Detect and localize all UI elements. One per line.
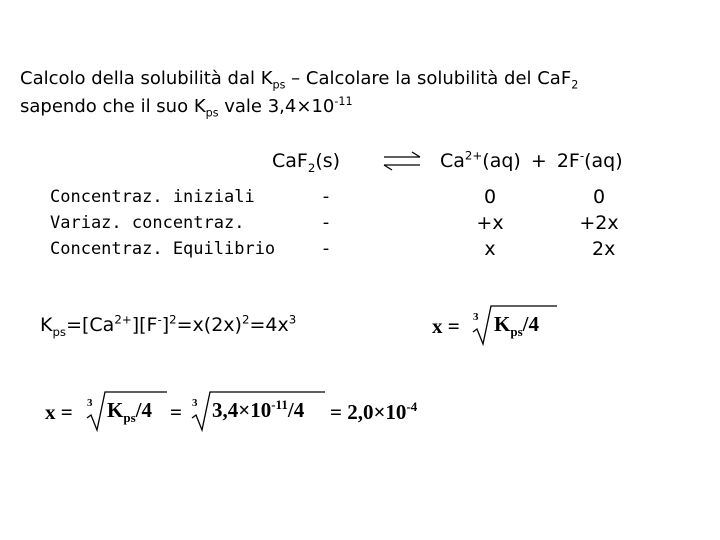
title-sub: ps [205,106,219,120]
title-text: – Calcolare la solubilità del CaF [285,68,572,89]
radicand-sup: -11 [271,397,288,412]
result-value-text: = 2,0×10 [330,400,407,424]
ice-f-initial: 0 [592,186,606,208]
reactant-state: (s) [315,150,341,172]
formula-x-radicand [494,312,539,340]
result-radicand-2 [212,398,304,423]
radicand-text: /4 [135,398,152,422]
result-equals-2: = [170,400,182,424]
radicand-text: /4 [522,312,539,336]
kps-text: K [40,314,53,336]
result-radicand-1 [107,398,152,426]
result-value-sup: -4 [406,399,418,414]
radicand-text: /4 [287,398,305,422]
radicand-sub: ps [123,410,136,426]
equilibrium-arrow-icon [382,150,422,172]
kps-sup: 2 [241,312,250,327]
reaction-reactant [272,150,341,175]
ice-row-label-initial: Concentraz. iniziali [50,187,255,207]
ice-ca-equilibrium: x [484,238,496,260]
product-f-state: (aq) [584,150,623,172]
title-text: vale 3,4×10 [218,96,335,117]
formula-x-lhs: x = [432,314,460,338]
ice-solid-change: - [322,212,330,233]
reactant-formula: CaF [272,150,308,172]
radicand-text: K [107,398,124,422]
title-sub: ps [272,78,286,92]
ice-solid-equilibrium: - [322,238,330,259]
result-root-index-1: 3 [87,397,93,409]
ice-f-equilibrium: 2x [592,238,616,260]
kps-sup: 2 [169,312,177,327]
ice-solid-initial: - [322,186,330,207]
plus-sign: + [530,150,547,172]
ice-row-label-change: Variaz. concentraz. [50,213,245,233]
ice-ca-initial: 0 [483,186,497,208]
product-ca: Ca [440,150,465,172]
title-text: Calcolo della solubilità dal K [20,68,273,89]
ice-row-label-equilibrium: Concentraz. Equilibrio [50,239,276,259]
formula-x-root-index: 3 [473,311,479,323]
result-root-index-2: 3 [192,397,198,409]
kps-text: ][F [131,314,158,336]
product-f: 2F [556,150,580,172]
title-sub: 2 [571,78,579,92]
radicand-sub: ps [510,324,523,340]
problem-title-line2 [20,96,353,118]
ice-f-change: +2x [579,212,619,234]
radicand-text: K [494,312,511,336]
kps-text: =[Ca [66,314,115,336]
reaction-products [440,150,623,172]
kps-expression [40,312,297,339]
kps-sup: 2+ [114,312,132,327]
result-lhs: x = [45,400,73,424]
title-text: sapendo che il suo K [20,96,206,117]
ice-ca-change: +x [476,212,504,234]
product-f-sup: - [579,148,585,163]
radicand-text: 3,4×10 [212,398,272,422]
kps-text: ] [161,314,170,336]
kps-sup: 3 [288,312,297,327]
reactant-sub: 2 [307,160,316,175]
kps-text: =4x [249,314,289,336]
kps-sub: ps [52,324,67,339]
title-sup: -11 [334,95,353,108]
kps-sup: - [157,312,162,327]
product-ca-state: (aq) [482,150,521,172]
kps-text: =x(2x) [176,314,242,336]
result-value [330,400,417,425]
problem-title-line1 [20,68,578,90]
product-ca-sup: 2+ [464,148,483,163]
